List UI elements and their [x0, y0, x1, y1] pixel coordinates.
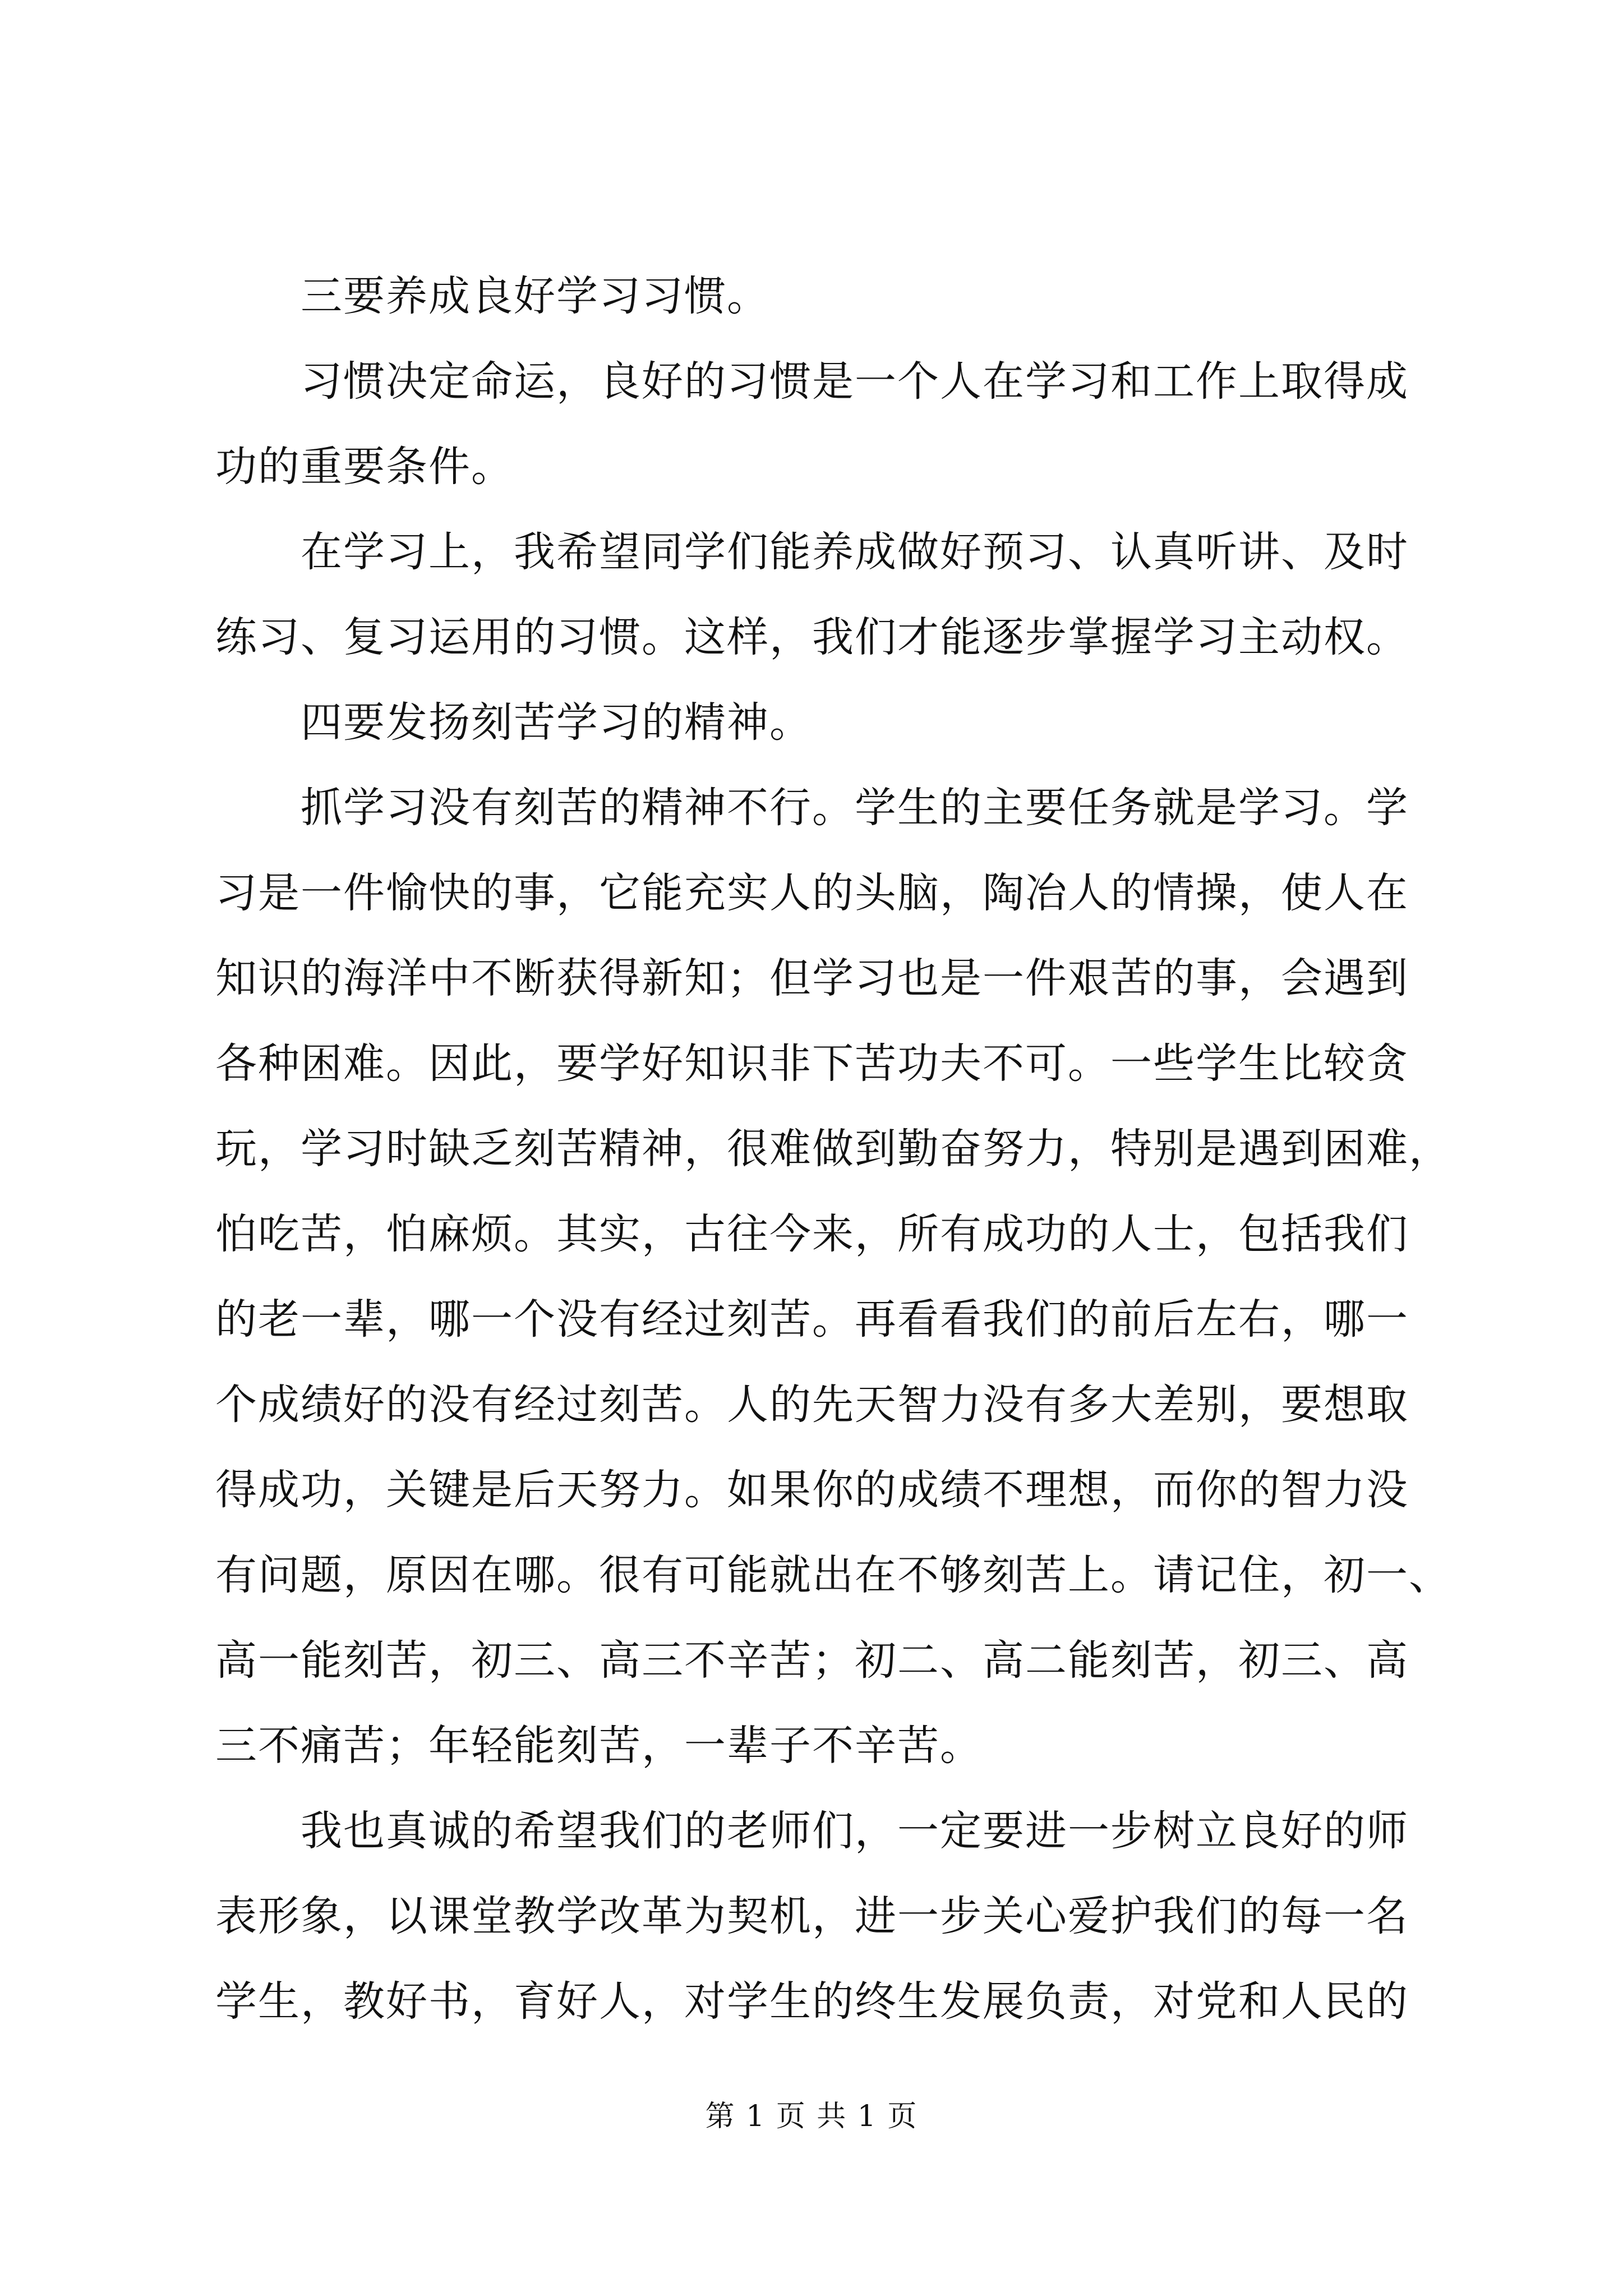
- text-line: 怕吃苦，怕麻烦。其实，古往今来，所有成功的人士，包括我们: [215, 1210, 1409, 1258]
- text-line: 个成绩好的没有经过刻苦。人的先天智力没有多大差别，要想取: [215, 1381, 1409, 1429]
- text-line: 功的重要条件。: [215, 443, 514, 491]
- text-line: 各种困难。因此，要学好知识非下苦功夫不可。一些学生比较贪: [215, 1039, 1409, 1088]
- text-line: 三不痛苦；年轻能刻苦，一辈子不辛苦。: [215, 1722, 983, 1770]
- text-line: 三要养成良好学习习惯。: [215, 272, 769, 320]
- text-line: 学生，教好书，育好人，对学生的终生发展负责，对党和人民的: [215, 1977, 1409, 2026]
- text-line: 我也真诚的希望我们的老师们，一定要进一步树立良好的师: [215, 1807, 1409, 1855]
- text-line: 表形象，以课堂教学改革为契机，进一步关心爱护我们的每一名: [215, 1892, 1409, 1940]
- text-line: 高一能刻苦，初三、高三不辛苦；初二、高二能刻苦，初三、高: [215, 1636, 1409, 1685]
- text-line: 习惯决定命运，良好的习惯是一个人在学习和工作上取得成: [215, 357, 1409, 406]
- text-line: 在学习上，我希望同学们能养成做好预习、认真听讲、及时: [215, 528, 1409, 576]
- text-line: 四要发扬刻苦学习的精神。: [215, 698, 812, 747]
- document-body: [215, 254, 1451, 2044]
- text-line: 得成功，关键是后天努力。如果你的成绩不理想，而你的智力没: [215, 1466, 1409, 1514]
- text-line: 习是一件愉快的事，它能充实人的头脑，陶冶人的情操，使人在: [215, 869, 1409, 917]
- text-line: 抓学习没有刻苦的精神不行。学生的主要任务就是学习。学: [215, 784, 1409, 832]
- text-line: 玩，学习时缺乏刻苦精神，很难做到勤奋努力，特别是遇到困难，: [215, 1125, 1451, 1173]
- page-footer: 第 1 页 共 1 页: [705, 2100, 918, 2133]
- text-line: 练习、复习运用的习惯。这样，我们才能逐步掌握学习主动权。: [215, 613, 1409, 661]
- text-line: 知识的海洋中不断获得新知；但学习也是一件艰苦的事，会遇到: [215, 954, 1409, 1002]
- text-line: 的老一辈，哪一个没有经过刻苦。再看看我们的前后左右，哪一: [215, 1295, 1409, 1343]
- text-line: 有问题，原因在哪。很有可能就出在不够刻苦上。请记住，初一、: [215, 1551, 1451, 1599]
